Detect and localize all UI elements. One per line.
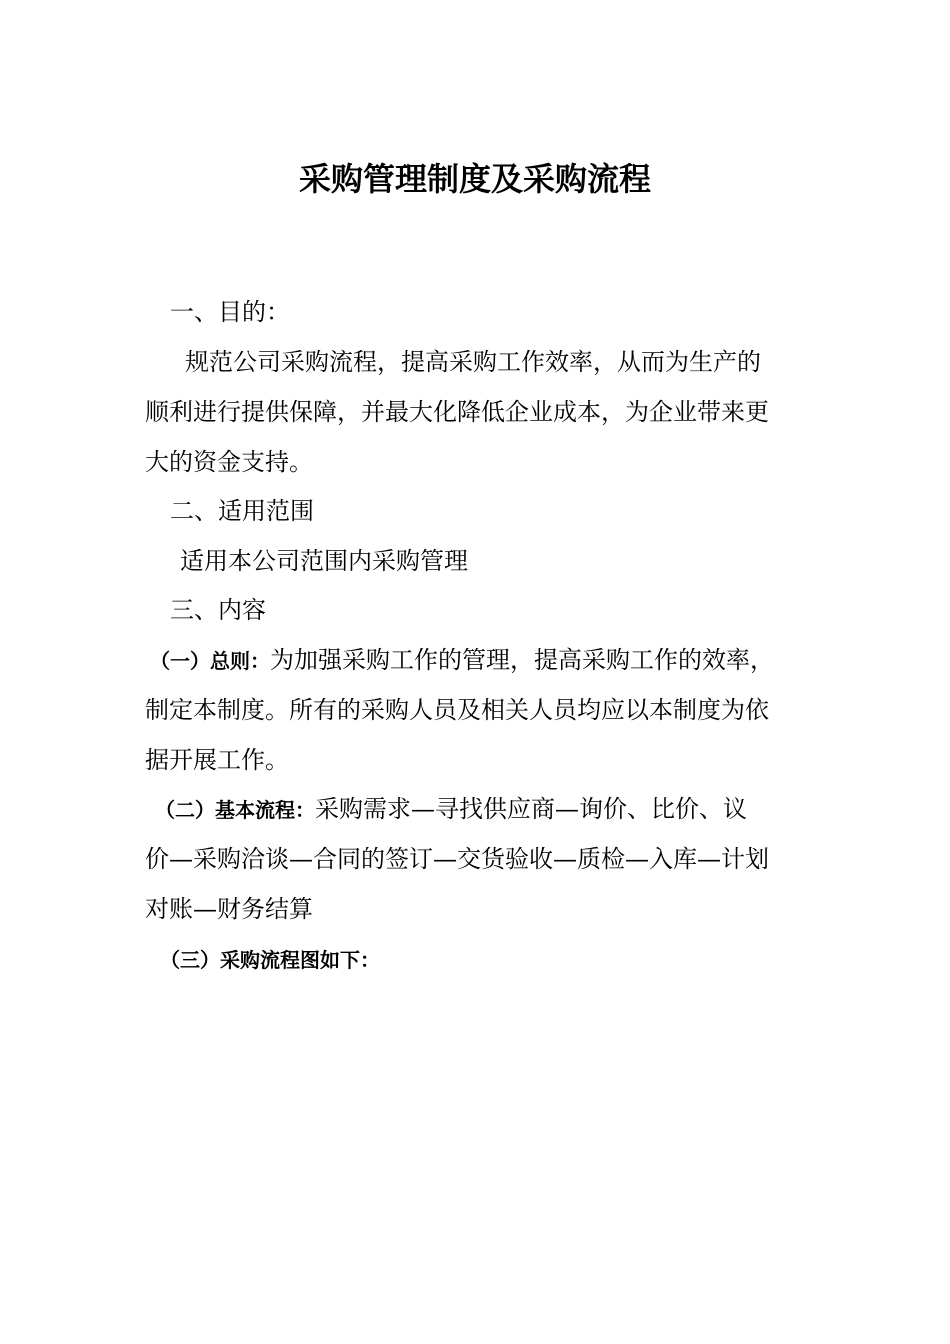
section2-heading: 二、适用范围 [170,497,314,525]
item1-line-2: 制定本制度。所有的采购人员及相关人员均应以本制度为依 [145,696,769,724]
item2-line-1 [155,792,747,827]
item3-line [160,942,380,977]
item1-line-3: 据开展工作。 [145,746,289,774]
item2-line-3: 对账—财务结算 [145,895,313,923]
section1-line-3: 大的资金支持。 [145,448,313,476]
item1-line-1 [150,643,774,678]
document-title: 采购管理制度及采购流程 [298,160,651,198]
item1-label: （一）总则： [150,649,270,673]
item2-label: （二）基本流程： [155,798,315,822]
item2-text-1: 采购需求—寻找供应商—询价、比价、议 [315,795,747,823]
section1-line-1: 规范公司采购流程，提高采购工作效率，从而为生产的 [185,348,761,376]
item3-label: （三）采购流程图如下： [160,948,380,972]
item2-line-2: 价—采购洽谈—合同的签订—交货验收—质检—入库—计划 [145,845,769,873]
item1-text-1: 为加强采购工作的管理，提高采购工作的效率， [270,646,774,674]
section2-body: 适用本公司范围内采购管理 [180,547,468,575]
section3-heading: 三、内容 [170,596,266,624]
section1-line-2: 顺利进行提供保障，并最大化降低企业成本，为企业带来更 [145,398,769,426]
section1-heading: 一、目的： [170,298,290,326]
